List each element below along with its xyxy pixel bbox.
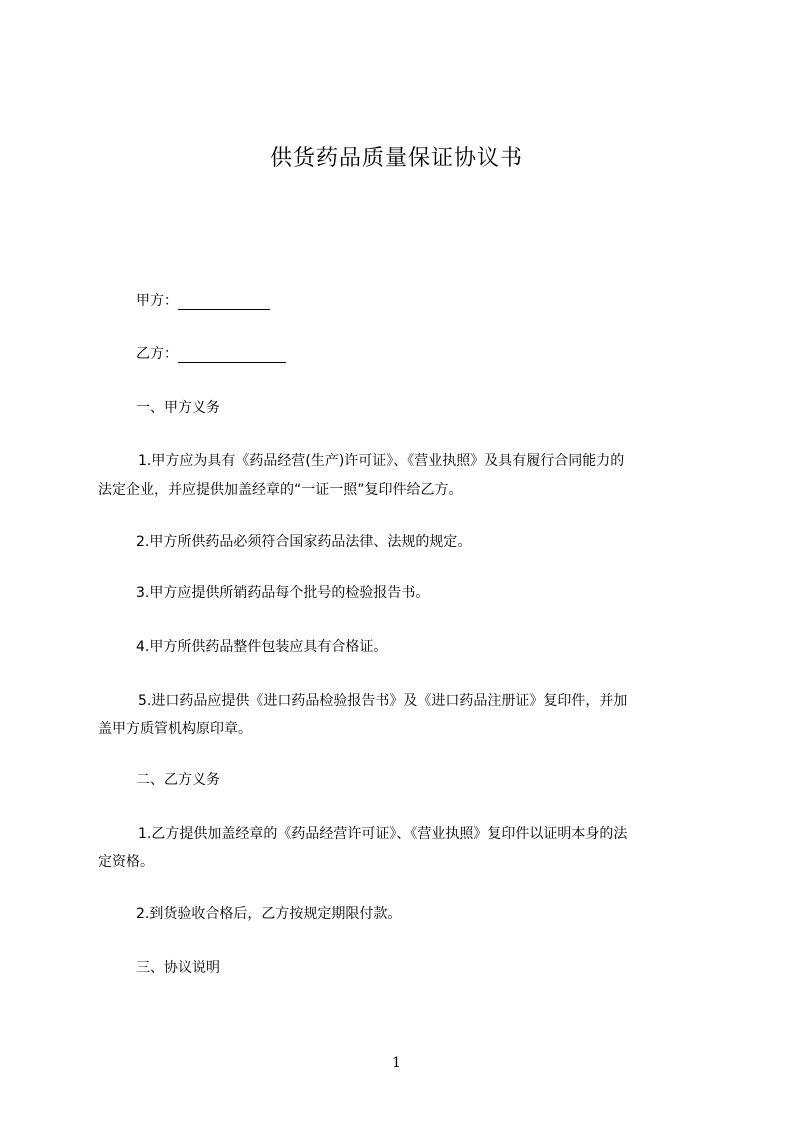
party-b-line [136, 339, 286, 369]
s1-item5-line2: 盖甲方质管机构原印章。 [98, 721, 252, 737]
s2-item1-line2: 定资格。 [98, 854, 154, 870]
s1-item1-line2: 法定企业，并应提供加盖经章的“一证一照”复印件给乙方。 [98, 482, 463, 498]
s1-item1-line1: 1.甲方应为具有《药品经营(生产)许可证》、《营业执照》及具有履行合同能力的 [138, 453, 625, 469]
section-3-heading: 三、协议说明 [136, 960, 220, 976]
s2-item1-line1: 1.乙方提供加盖经章的《药品经营许可证》、《营业执照》复印件以证明本身的法 [138, 826, 628, 842]
section-1-heading: 一、甲方义务 [136, 400, 220, 416]
party-a-line [136, 286, 270, 316]
s1-item2: 2.甲方所供药品必须符合国家药品法律、法规的规定。 [136, 534, 472, 550]
s1-item3: 3.甲方应提供所销药品每个批号的检验报告书。 [136, 585, 430, 601]
party-b-label: 乙方： [136, 346, 178, 362]
s1-item5-line1: 5.进口药品应提供《进口药品检验报告书》及《进口药品注册证》复印件，并加 [138, 693, 628, 709]
s2-item2: 2.到货验收合格后，乙方按规定期限付款。 [136, 906, 402, 922]
party-b-blank[interactable] [178, 344, 286, 363]
section-2-heading: 二、乙方义务 [136, 772, 220, 788]
document-title: 供货药品质量保证协议书 [269, 146, 523, 171]
s1-item4: 4.甲方所供药品整件包装应具有合格证。 [136, 639, 388, 655]
page-number: 1 [392, 1055, 401, 1071]
party-a-label: 甲方： [136, 293, 178, 309]
party-a-blank[interactable] [178, 291, 270, 310]
